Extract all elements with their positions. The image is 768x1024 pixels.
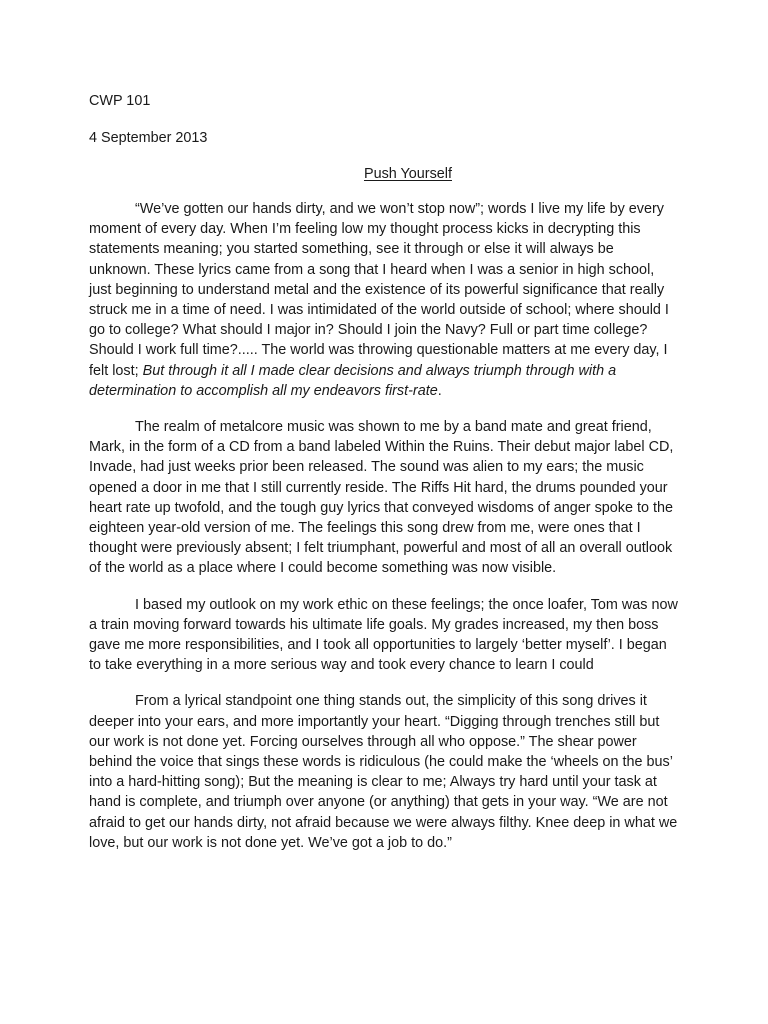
paragraph-4 bbox=[89, 691, 679, 853]
paragraph-1 bbox=[89, 199, 679, 401]
paragraph-4-text: From a lyrical standpoint one thing stands out, the simplicity of this song drives it deeper into your ears, and more importantly your heart. “Digging through trenches still but our work is not done yet. Forcing ourselves through all who oppose.” The shear power behind the voice that sings these words is ridiculous (he could make the ‘wheels on the bus’ into a hard-hitting song); But the meaning is clear to me; Always try hard until your task at hand is complete, and triumph over anyone (or anything) that gets in your way. “We are not afraid to get our hands dirty, not afraid because we were always filthy. Knee deep in what we love, but our work is not done yet. We’ve got a job to do.” bbox=[89, 693, 678, 851]
paragraph-2 bbox=[89, 417, 679, 579]
essay-title: Push Yourself bbox=[363, 166, 452, 182]
essay-body bbox=[89, 199, 679, 869]
course-code: CWP 101 bbox=[89, 93, 151, 109]
paragraph-1-italic: But through it all I made clear decisions and always triumph through with a determination to accomplish all my endeavors first-rate bbox=[89, 362, 617, 399]
paragraph-2-text: The realm of metalcore music was shown to me by a band mate and great friend, Mark, in the form of a CD from a band labeled Within the Ruins. Their debut major label CD, Invade, had just weeks prior been released. The sound was alien to my ears; the music opened a door in me that I still currently reside. The Riffs Hit hard, the drums pounded your heart rate up twofold, and the tough guy lyrics that conveyed wisdoms of anger spoke to the eighteen year-old version of me. The feelings this song drew from me, were ones that I thought were previously absent; I felt triumphant, powerful and most of all an overall outlook of the world as a place where I could become something was now visible. bbox=[89, 419, 674, 577]
essay-date: 4 September 2013 bbox=[89, 130, 208, 146]
essay-title-line bbox=[0, 164, 768, 184]
paragraph-3 bbox=[89, 595, 679, 676]
paragraph-1-tail: . bbox=[437, 382, 442, 399]
paragraph-1-text: “We’ve gotten our hands dirty, and we won’t stop now”; words I live my life by every moment of every day. When I’m feeling low my thought process kicks in decrypting this statements meaning; you started something, see it through or else it will always be unknown. These lyrics came from a song that I heard when I was a senior in high school, just beginning to understand metal and the existence of its powerful significance that really struck me in a time of need. I was intimidated of the world outside of school; where should I go to college? What should I major in? Should I join the Navy? Full or part time college? Should I work full time?..... The world was throwing questionable matters at me every day, I felt lost; bbox=[89, 201, 669, 379]
paragraph-3-text: I based my outlook on my work ethic on these feelings; the once loafer, Tom was now a train moving forward towards his ultimate life goals. My grades increased, my then boss gave me more responsibilities, and I took all opportunities to largely ‘better myself’. I began to take everything in a more serious way and took every chance to learn I could bbox=[89, 596, 678, 674]
